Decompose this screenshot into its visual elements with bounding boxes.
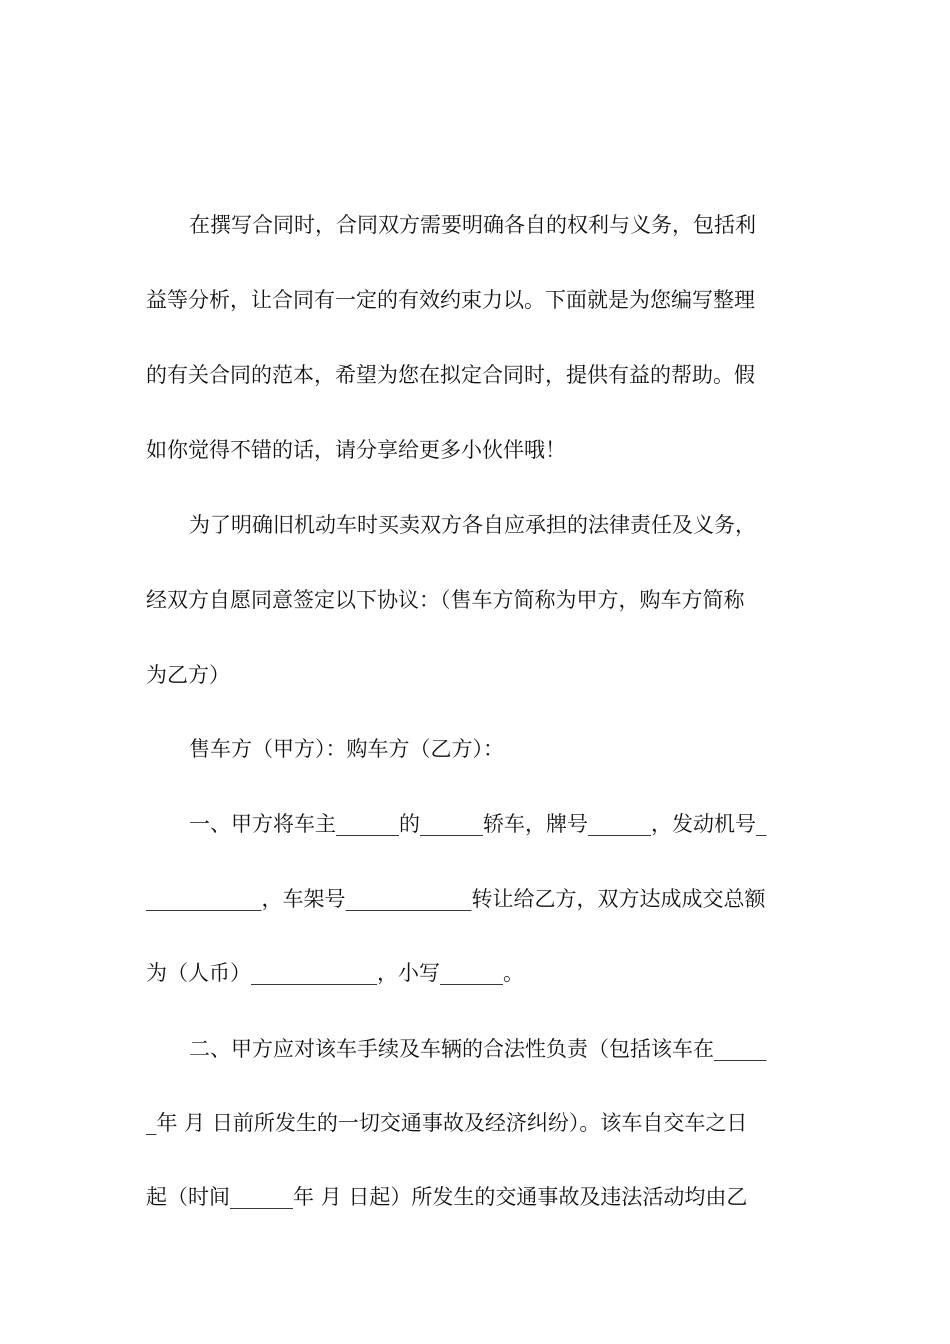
text-line: 如你觉得不错的话，请分享给更多小伙伴哦！ [146,438,566,462]
text-line: 在撰写合同时，合同双方需要明确各自的权利与义务，包括利 [189,213,756,237]
text-line: 的有关合同的范本，希望为您在拟定合同时，提供有益的帮助。假 [146,363,755,387]
text-line: ___________，车架号____________转让给乙方，双方达成成交总额 [146,887,766,911]
text-line: _年 月 日前所发生的一切交通事故及经济纠纷）。该车自交车之日 [146,1111,748,1135]
text-line: 售车方（甲方）：购车方（乙方）： [189,737,504,761]
text-line: 经双方自愿同意签定以下协议：（售车方简称为甲方，购车方简称 [146,588,745,612]
text-line: 起（时间______年 月 日起）所发生的交通事故及违法活动均由乙 [146,1185,748,1209]
text-line: 益等分析，让合同有一定的有效约束力以。下面就是为您编写整理 [146,288,755,312]
text-line: 一、甲方将车主______的______轿车，牌号______，发动机号_ [189,812,767,836]
text-line: 二、甲方应对该车手续及车辆的合法性负责（包括该车在_____ [189,1037,767,1061]
text-line: 为乙方） [146,663,230,687]
text-line: 为了明确旧机动车时买卖双方各自应承担的法律责任及义务， [189,513,756,537]
text-line: 为（人币）____________，小写______。 [146,961,524,985]
